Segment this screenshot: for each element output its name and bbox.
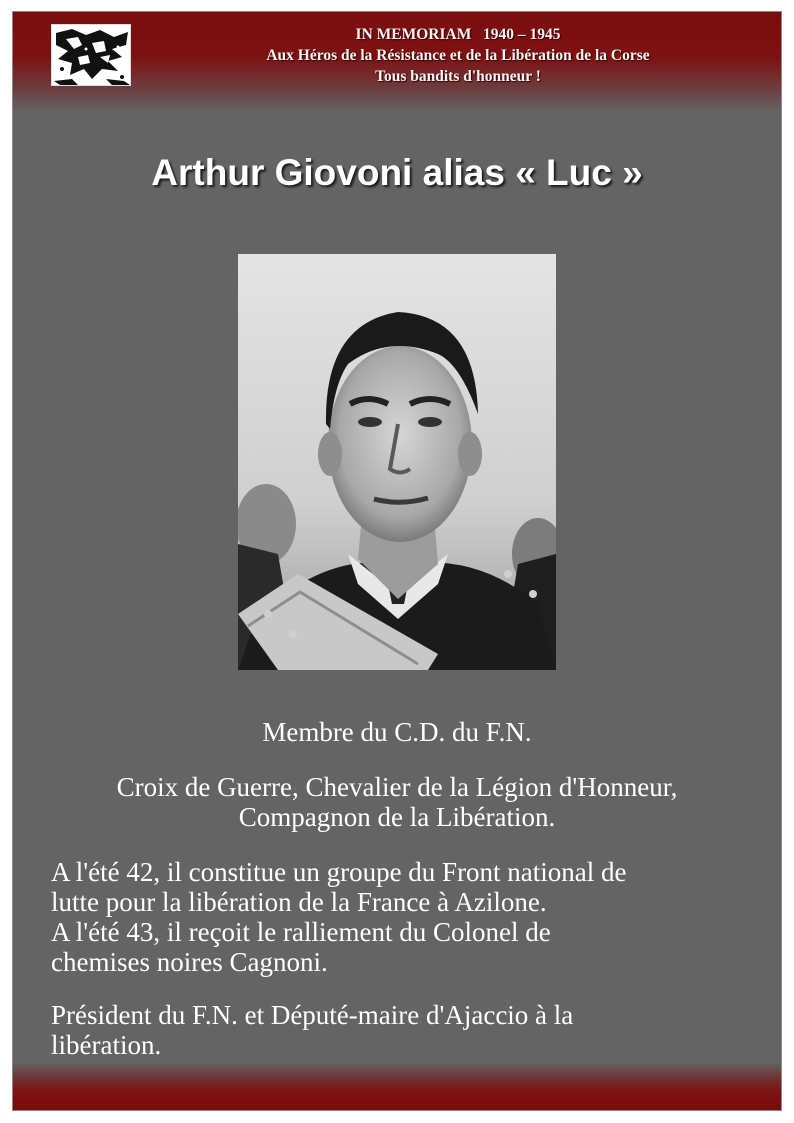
history-line-4: chemises noires Cagnoni.	[51, 947, 328, 977]
president-line-1: Président du F.N. et Député-maire d'Ajaccio à la	[51, 1000, 574, 1030]
portrait-graphic	[238, 254, 556, 670]
honours-line-1: Croix de Guerre, Chevalier de la Légion d'Honneur,	[116, 772, 678, 802]
header-line-3: Tous bandits d'honneur !	[375, 68, 541, 85]
footer-banner	[13, 1062, 781, 1110]
logo-graphic	[52, 25, 131, 86]
role-text: Membre du C.D. du F.N.	[262, 717, 532, 747]
memoriam-label: IN MEMORIAM	[355, 26, 472, 43]
president-line-2: libération.	[51, 1030, 162, 1060]
portrait-photo	[238, 254, 556, 670]
resistance-logo	[51, 24, 131, 86]
years-label: 1940 – 1945	[482, 26, 561, 43]
history-line-3: A l'été 43, il reçoit le ralliement du Colonel de	[51, 917, 551, 947]
memorial-page	[12, 11, 782, 1111]
header-line-1	[163, 24, 753, 45]
page-title: Arthur Giovoni alias « Luc »	[151, 152, 643, 193]
history-paragraph	[51, 857, 751, 977]
history-line-1: A l'été 42, il constitue un groupe du Front national de	[51, 857, 627, 887]
honours-text	[13, 772, 781, 832]
history-line-2: lutte pour la libération de la France à Azilone.	[51, 887, 547, 917]
header-line-2: Aux Héros de la Résistance et de la Libération de la Corse	[266, 47, 650, 64]
honours-line-2: Compagnon de la Libération.	[238, 802, 556, 832]
header-text	[163, 24, 753, 87]
president-paragraph	[51, 1000, 751, 1060]
